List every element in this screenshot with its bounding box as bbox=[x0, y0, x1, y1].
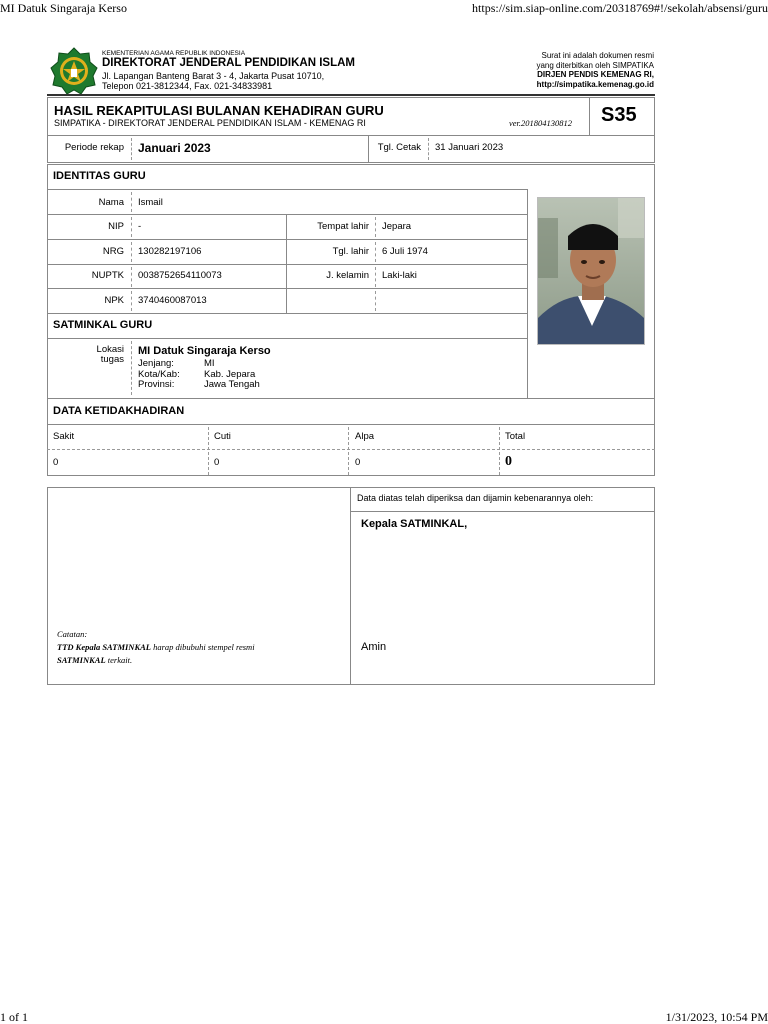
provinsi-label: Provinsi: bbox=[138, 379, 175, 390]
jkelamin-value: Laki-laki bbox=[382, 270, 417, 281]
verified-text: Data diatas telah diperiksa dan dijamin kebenarannya oleh: bbox=[357, 493, 594, 503]
period-divider bbox=[131, 138, 132, 160]
print-url: https://sim.siap-online.com/20318769#!/sekolah/absensi/guru bbox=[472, 1, 768, 15]
row-dash bbox=[131, 291, 132, 311]
absence-value-sakit: 0 bbox=[53, 457, 59, 468]
code-divider bbox=[589, 97, 590, 135]
photo-column-divider bbox=[527, 189, 528, 398]
nuptk-label: NUPTK bbox=[91, 270, 124, 281]
print-datetime: 1/31/2023, 10:54 PM bbox=[665, 1010, 768, 1024]
report-version: ver.201804130812 bbox=[509, 118, 573, 128]
print-date-value: 31 Januari 2023 bbox=[435, 142, 504, 153]
identity-row-line bbox=[47, 239, 528, 240]
absence-value-total: 0 bbox=[505, 454, 512, 469]
kota-label: Kota/Kab: bbox=[138, 368, 180, 380]
npk-value: 3740460087013 bbox=[138, 295, 207, 306]
row-dash bbox=[375, 291, 376, 311]
nrg-label: NRG bbox=[102, 246, 124, 257]
row-dash bbox=[131, 217, 132, 237]
identity-row-line bbox=[47, 288, 528, 289]
print-page-title: MI Datuk Singaraja Kerso bbox=[0, 1, 127, 15]
nip-label: NIP bbox=[108, 221, 124, 232]
signature-note bbox=[57, 628, 337, 667]
signature-header-line bbox=[350, 511, 655, 512]
tgl-lahir-value: 6 Juli 1974 bbox=[382, 246, 428, 257]
row-dash bbox=[375, 267, 376, 287]
identity-section-title: IDENTITAS GURU bbox=[53, 170, 146, 182]
absence-col-divider bbox=[208, 427, 209, 475]
identity-row-line bbox=[47, 214, 528, 215]
official-note-line: DIRJEN PENDIS KEMENAG RI, bbox=[537, 70, 654, 79]
tempat-lahir-label: Tempat lahir bbox=[317, 221, 369, 232]
tgl-lahir-label: Tgl. lahir bbox=[332, 246, 369, 257]
official-note-line: yang diterbitkan oleh SIMPATIKA bbox=[536, 60, 654, 70]
absence-section-title: DATA KETIDAKHADIRAN bbox=[53, 405, 185, 417]
satminkal-row-line bbox=[47, 338, 528, 339]
absence-value-alpa: 0 bbox=[355, 457, 361, 468]
official-note-line: Surat ini adalah dokumen resmi bbox=[541, 51, 654, 60]
nuptk-value: 0038752654110073 bbox=[138, 270, 222, 281]
absence-col-divider bbox=[348, 427, 349, 475]
note-title: Catatan: bbox=[57, 629, 88, 639]
report-code: S35 bbox=[601, 104, 637, 126]
ministry-name: KEMENTERIAN AGAMA REPUBLIK INDONESIA bbox=[102, 50, 246, 57]
lokasi-label bbox=[48, 345, 124, 365]
absence-top-line bbox=[47, 398, 655, 399]
tempat-lahir-value: Jepara bbox=[382, 221, 412, 232]
identity-row-line bbox=[47, 189, 528, 190]
note-text: terkait. bbox=[105, 655, 133, 665]
provinsi-value: Jawa Tengah bbox=[204, 379, 260, 390]
head-name: Amin bbox=[361, 641, 387, 653]
kota-value: Kab. Jepara bbox=[204, 368, 256, 380]
row-dash bbox=[375, 217, 376, 237]
nama-value: Ismail bbox=[138, 197, 163, 208]
identity-row-line bbox=[47, 264, 528, 265]
phone-line: Telepon 021-3812344, Fax. 021-34833981 bbox=[102, 81, 273, 91]
absence-header-total: Total bbox=[505, 431, 526, 442]
row-dash bbox=[131, 341, 132, 395]
row-dash bbox=[375, 242, 376, 262]
nama-label: Nama bbox=[98, 197, 124, 208]
row-dash bbox=[131, 242, 132, 262]
row-dash bbox=[131, 267, 132, 287]
note-emphasis: SATMINKAL bbox=[57, 655, 106, 665]
official-note bbox=[394, 51, 654, 89]
absence-header-line bbox=[47, 424, 655, 425]
absence-value-line bbox=[47, 449, 655, 450]
print-page-count: 1 of 1 bbox=[0, 1010, 28, 1024]
title-period-divider bbox=[47, 135, 655, 136]
row-dash bbox=[131, 192, 132, 212]
head-title: Kepala SATMINKAL, bbox=[361, 518, 468, 530]
kemenag-logo-icon bbox=[50, 47, 98, 95]
report-subtitle: SIMPATIKA - DIREKTORAT JENDERAL PENDIDIKAN ISLAM - KEMENAG RI bbox=[54, 118, 366, 128]
school-details bbox=[138, 359, 260, 391]
satminkal-section-title: SATMINKAL GURU bbox=[53, 319, 153, 331]
absence-header-sakit: Sakit bbox=[53, 431, 75, 442]
identity-row-line bbox=[47, 313, 528, 314]
note-emphasis: TTD Kepala SATMINKAL bbox=[57, 642, 151, 652]
note-text: harap dibubuhi stempel resmi bbox=[150, 642, 255, 652]
letterhead-divider bbox=[47, 94, 655, 96]
signature-divider bbox=[350, 487, 351, 685]
official-note-link[interactable]: http://simpatika.kemenag.go.id bbox=[536, 79, 654, 89]
jkelamin-label: J. kelamin bbox=[326, 270, 369, 281]
absence-value-cuti: 0 bbox=[214, 457, 220, 468]
absence-col-divider bbox=[499, 427, 500, 475]
print-date-dash bbox=[428, 138, 429, 160]
lokasi-label-line: Lokasi bbox=[96, 344, 124, 355]
lokasi-label-line: tugas bbox=[100, 354, 124, 365]
npk-label: NPK bbox=[104, 295, 124, 306]
address-line: Jl. Lapangan Banteng Barat 3 - 4, Jakarta Pusat 10710, bbox=[102, 71, 325, 81]
print-date-label: Tgl. Cetak bbox=[377, 142, 421, 153]
jenjang-label: Jenjang: bbox=[138, 358, 174, 369]
nip-value: - bbox=[138, 221, 142, 232]
period-label: Periode rekap bbox=[64, 142, 124, 153]
nrg-value: 130282197106 bbox=[138, 246, 202, 257]
teacher-photo bbox=[537, 197, 645, 345]
jenjang-value: MI bbox=[204, 358, 215, 369]
school-name: MI Datuk Singaraja Kerso bbox=[138, 345, 271, 357]
report-title: HASIL REKAPITULASI BULANAN KEHADIRAN GURU bbox=[54, 103, 384, 118]
absence-header-cuti: Cuti bbox=[214, 431, 231, 442]
directorate-name: DIREKTORAT JENDERAL PENDIDIKAN ISLAM bbox=[102, 57, 356, 69]
period-value: Januari 2023 bbox=[138, 141, 211, 155]
absence-header-alpa: Alpa bbox=[355, 431, 375, 442]
